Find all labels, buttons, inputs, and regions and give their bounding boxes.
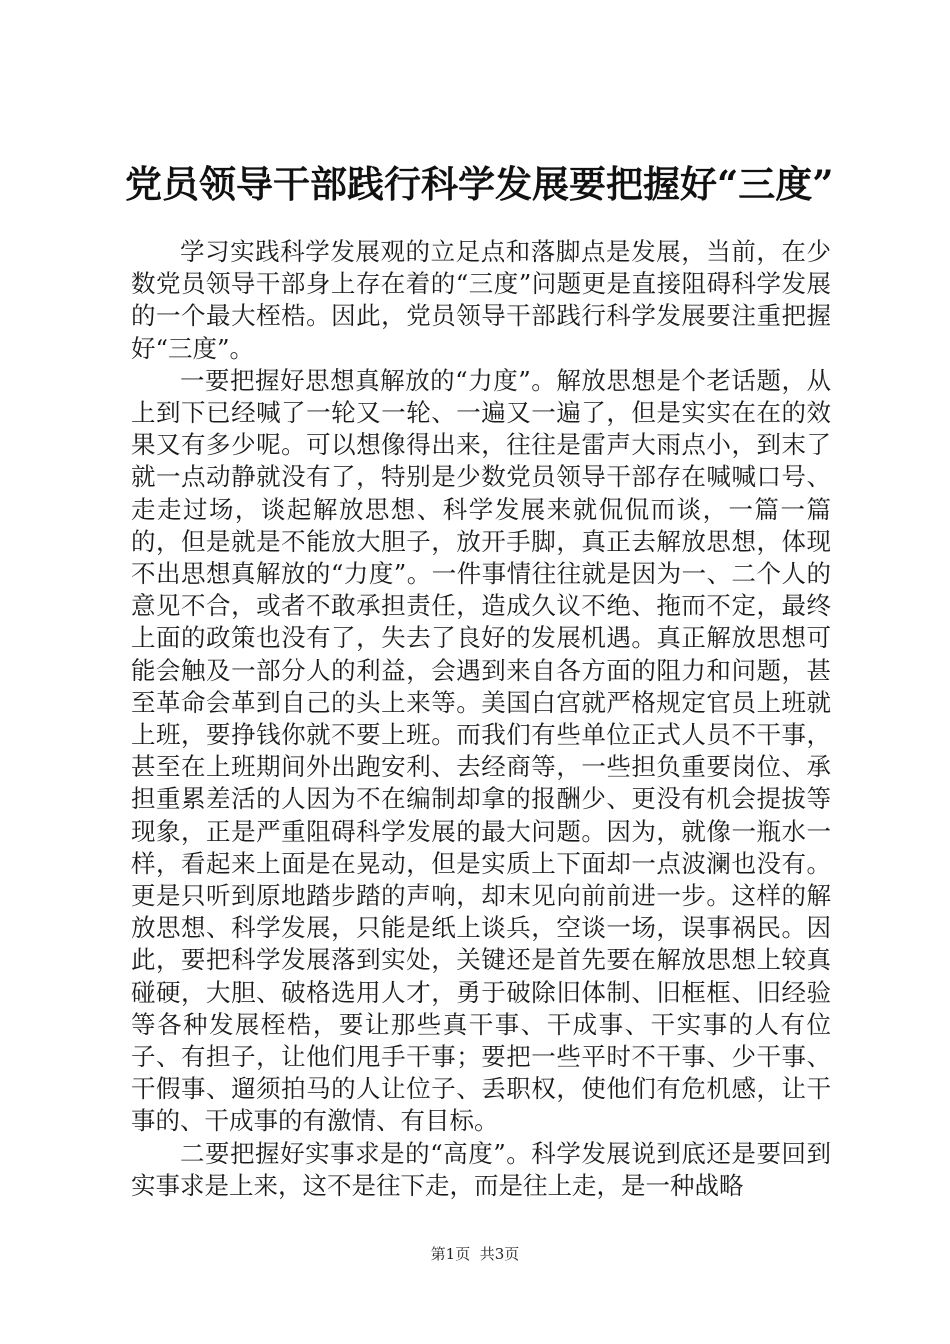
paragraph-intro: 学习实践科学发展观的立足点和落脚点是发展，当前，在少数党员领导干部身上存在着的“三度”问题更是直接阻碍科学发展的一个最大桎梏。因此，党员领导干部践行科学发展要注重把握好“三度”。 [131, 237, 831, 363]
paragraph-first-point: 一要把握好思想真解放的“力度”。解放思想是个老话题，从上到下已经喊了一轮又一轮、一遍又一遍了，但是实实在在的效果又有多少呢。可以想像得出来，往往是雷声大雨点小，到末了就一点动静就没有了，特别是少数党员领导干部存在喊喊口号、走走过场，谈起解放思想、科学发展来就侃侃而谈，一篇一篇的，但是就是不能放大胆子，放开手脚，真正去解放思想，体现不出思想真解放的“力度”。一件事情往往就是因为一、二个人的意见不合，或者不敢承担责任，造成久议不绝、拖而不定，最终上面的政策也没有了，失去了良好的发展机遇。真正解放思想可能会触及一部分人的利益，会遇到来自各方面的阻力和问题，甚至革命会革到自己的头上来等。美国白宫就严格规定官员上班就上班，要挣钱你就不要上班。而我们有些单位正式人员不干事，甚至在上班期间外出跑安利、去经商等，一些担负重要岗位、承担重累差活的人因为不在编制却拿的报酬少、更没有机会提拔等现象，正是严重阻碍科学发展的最大问题。因为，就像一瓶水一样，看起来上面是在晃动，但是实质上下面却一点波澜也没有。更是只听到原地踏步踏的声响，却末见向前前进一步。这样的解放思想、科学发展，只能是纸上谈兵，空谈一场，误事祸民。因此，要把科学发展落到实处，关键还是首先要在解放思想上较真碰硬，大胆、破格选用人才，勇于破除旧体制、旧框框、旧经验等各种发展桎梏，要让那些真干事、干成事、干实事的人有位子、有担子，让他们甩手干事；要把一些平时不干事、少干事、干假事、遛须拍马的人让位子、丢职权，使他们有危机感，让干事的、干成事的有激情、有目标。 [131, 365, 831, 1136]
footer-separator [470, 1245, 480, 1263]
page-footer [0, 1243, 950, 1265]
paragraph-second-point: 二要把握好实事求是的“高度”。科学发展说到底还是要回到实事求是上来，这不是往下走，而是往上走，是一种战略 [131, 1138, 831, 1200]
page-number: 第1页 [430, 1245, 471, 1263]
document-title: 党员领导干部践行科学发展要把握好“三度” [125, 162, 834, 206]
page-total: 共3页 [479, 1245, 520, 1263]
document-body [131, 236, 831, 1202]
